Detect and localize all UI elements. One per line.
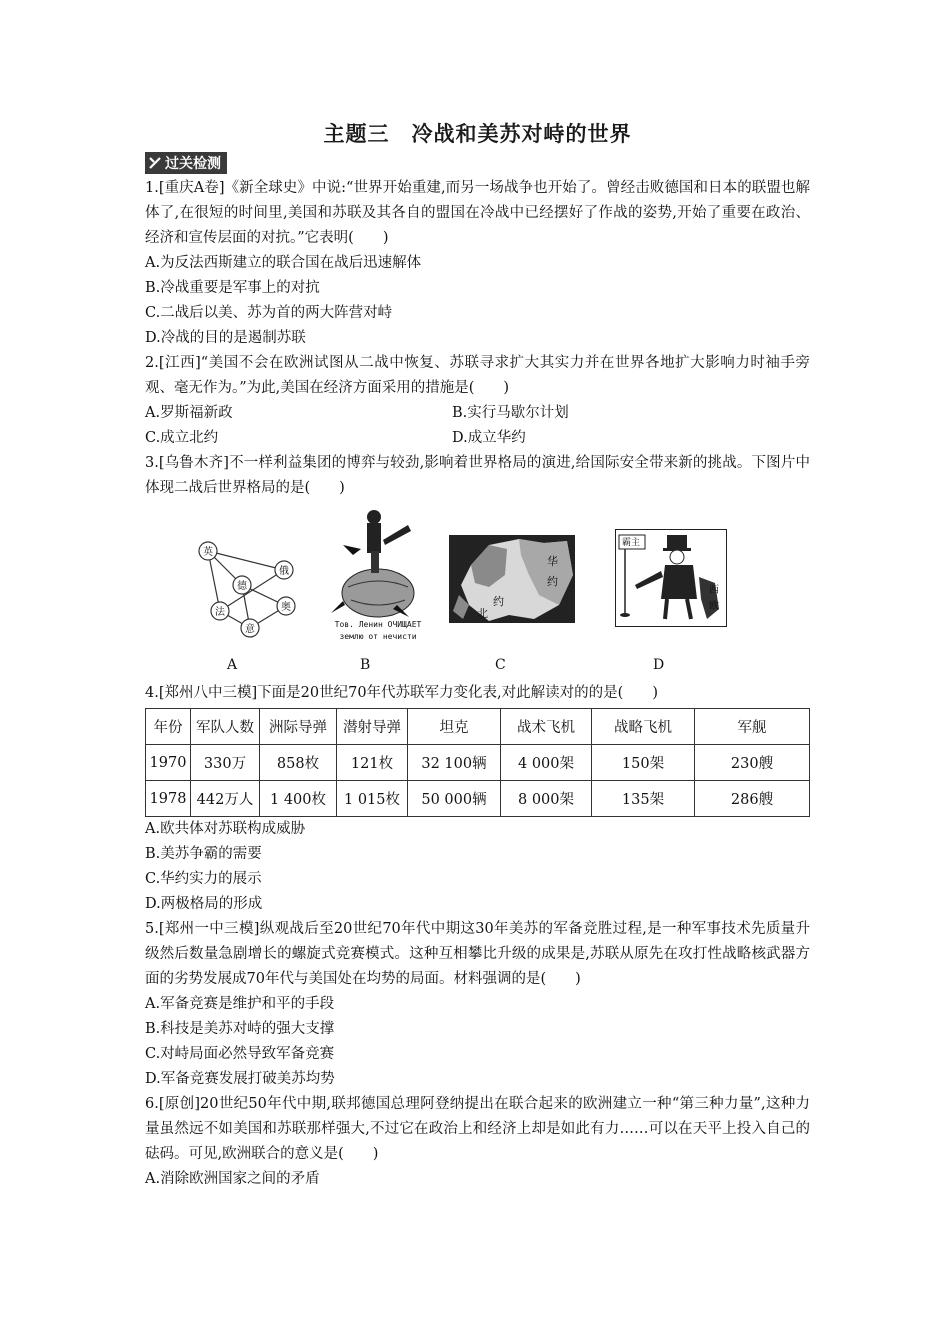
option-a: A.消除欧洲国家之间的矛盾 [145,1171,320,1187]
table-cell: 1970 [146,745,191,781]
node-label: 意 [245,624,255,635]
option-c: C.二战后以美、苏为首的两大阵营对峙 [145,305,393,321]
question-3 [145,451,810,681]
question-5 [145,917,810,1092]
table-cell: 1978 [146,781,191,817]
table-header: 战略飞机 [592,709,695,745]
question-1 [145,176,810,351]
table-header: 军队人数 [191,709,260,745]
table-cell: 442万人 [191,781,260,817]
cartoon-label: 霸主 [622,538,641,548]
figure-row [145,507,810,657]
table-cell: 50 000辆 [408,781,501,817]
option-b: B.科技是美苏对峙的强大支撑 [145,1021,335,1037]
option-d: D.冷战的目的是遏制苏联 [145,330,306,346]
option-a: A.军备竞赛是维护和平的手段 [145,996,335,1012]
map-label: 约 [493,595,504,608]
section-badge-label: 过关检测 [165,156,221,172]
figure-a-alliance-diagram [190,537,300,647]
table-row [146,781,810,817]
map-label: 约 [547,575,558,588]
node-label: 奥 [281,602,291,613]
option-d: D.军备竞赛发展打破美苏均势 [145,1071,335,1087]
poster-caption: землю от нечисти [339,632,417,641]
table-cell: 4 000架 [501,745,592,781]
question-stem: 2.[江西]“美国不会在欧洲试图从二战中恢复、苏联寻求扩大其实力并在世界各地扩大影响力时袖手旁观、毫无作为。”为此,美国在经济方面采用的措施是( ) [145,355,810,396]
question-stem: 1.[重庆A卷]《新全球史》中说:“世界开始重建,而另一场战争也开始了。曾经击败德国和日本的联盟也解体了,在很短的时间里,美国和苏联及其各自的盟国在冷战中已经摆好了作战的姿势,开始了重要在政治、经济和宣传层面的对抗。”它表明( ) [145,180,810,246]
table-header: 年份 [146,709,191,745]
option-d: D.成立华约 [452,430,526,446]
question-stem: 3.[乌鲁木齐]不一样利益集团的博弈与较劲,影响着世界格局的演进,给国际安全带来新的挑战。下图片中体现二战后世界格局的是( ) [145,455,810,496]
check-pen-icon [148,156,162,170]
table-cell: 135架 [592,781,695,817]
poster-caption: Тов. Ленин ОЧИЩАЕТ [334,620,422,629]
option-d: D.两极格局的形成 [145,896,263,912]
table-cell: 121枚 [337,745,408,781]
table-header: 坦克 [408,709,501,745]
figure-label-c: C [495,657,506,673]
option-c: C.华约实力的展示 [145,871,262,887]
question-stem: 5.[郑州一中三模]纵观战后至20世纪70年代中期这30年美苏的军备竞胜过程,是一种军事技术先质量升级然后数量急剧增长的螺旋式竞赛模式。这种互相攀比升级的成果是,苏联从原先在攻打性战略核武器方面的劣势发展成70年代与美国处在均势的局面。材料强调的是( ) [145,921,810,987]
question-2 [145,351,810,451]
page [145,118,810,1192]
table-cell: 1 400枚 [260,781,337,817]
node-label: 俄 [279,566,289,577]
military-table [145,708,810,817]
table-header: 潜射导弹 [337,709,408,745]
question-6 [145,1092,810,1192]
figure-labels [145,657,810,681]
table-header-row [146,709,810,745]
figure-label-a: A [227,657,238,673]
question-stem: 4.[郑州八中三模]下面是20世纪70年代苏联军力变化表,对此解读对的的是( ) [145,685,658,701]
option-a: A.欧共体对苏联构成威胁 [145,821,306,837]
option-b: B.美苏争霸的需要 [145,846,262,862]
node-label: 英 [203,547,213,558]
table-row [146,745,810,781]
figure-label-b: B [360,657,371,673]
node-label: 法 [215,607,225,618]
cartoon-label: 欧 [709,601,719,612]
option-c: C.对峙局面必然导致军备竞赛 [145,1046,335,1062]
map-label: 华 [547,555,558,568]
table-header: 洲际导弹 [260,709,337,745]
node-label: 德 [237,581,247,592]
option-a: A.罗斯福新政 [145,405,233,421]
table-cell: 330万 [191,745,260,781]
table-cell: 858枚 [260,745,337,781]
table-cell: 150架 [592,745,695,781]
option-a: A.为反法西斯建立的联合国在战后迅速解体 [145,255,422,271]
figure-c-europe-map [449,535,575,623]
option-c: C.成立北约 [145,430,219,446]
cartoon-label: 西 [709,585,719,596]
question-4 [145,681,810,917]
table-cell: 8 000架 [501,781,592,817]
map-label: 北 [477,607,488,620]
question-stem: 6.[原创]20世纪50年代中期,联邦德国总理阿登纳提出在联合起来的欧洲建立一种“第三种力量”,这种力量虽然远不如美国和苏联那样强大,不过它在政治上和经济上却是如此有力……可以在天平上投入自己的砝码。可见,欧洲联合的意义是( ) [145,1096,810,1162]
figure-b-lenin-poster [323,505,433,645]
table-cell: 230艘 [695,745,810,781]
table-cell: 286艘 [695,781,810,817]
table-header: 军舰 [695,709,810,745]
table-cell: 32 100辆 [408,745,501,781]
option-b: B.冷战重要是军事上的对抗 [145,280,320,296]
table-cell: 1 015枚 [337,781,408,817]
table-header: 战术飞机 [501,709,592,745]
page-title: 主题三 冷战和美苏对峙的世界 [323,122,632,146]
option-b: B.实行马歇尔计划 [452,405,569,421]
figure-d-cartoon [615,529,727,627]
section-badge [145,152,227,174]
figure-label-d: D [653,657,665,673]
